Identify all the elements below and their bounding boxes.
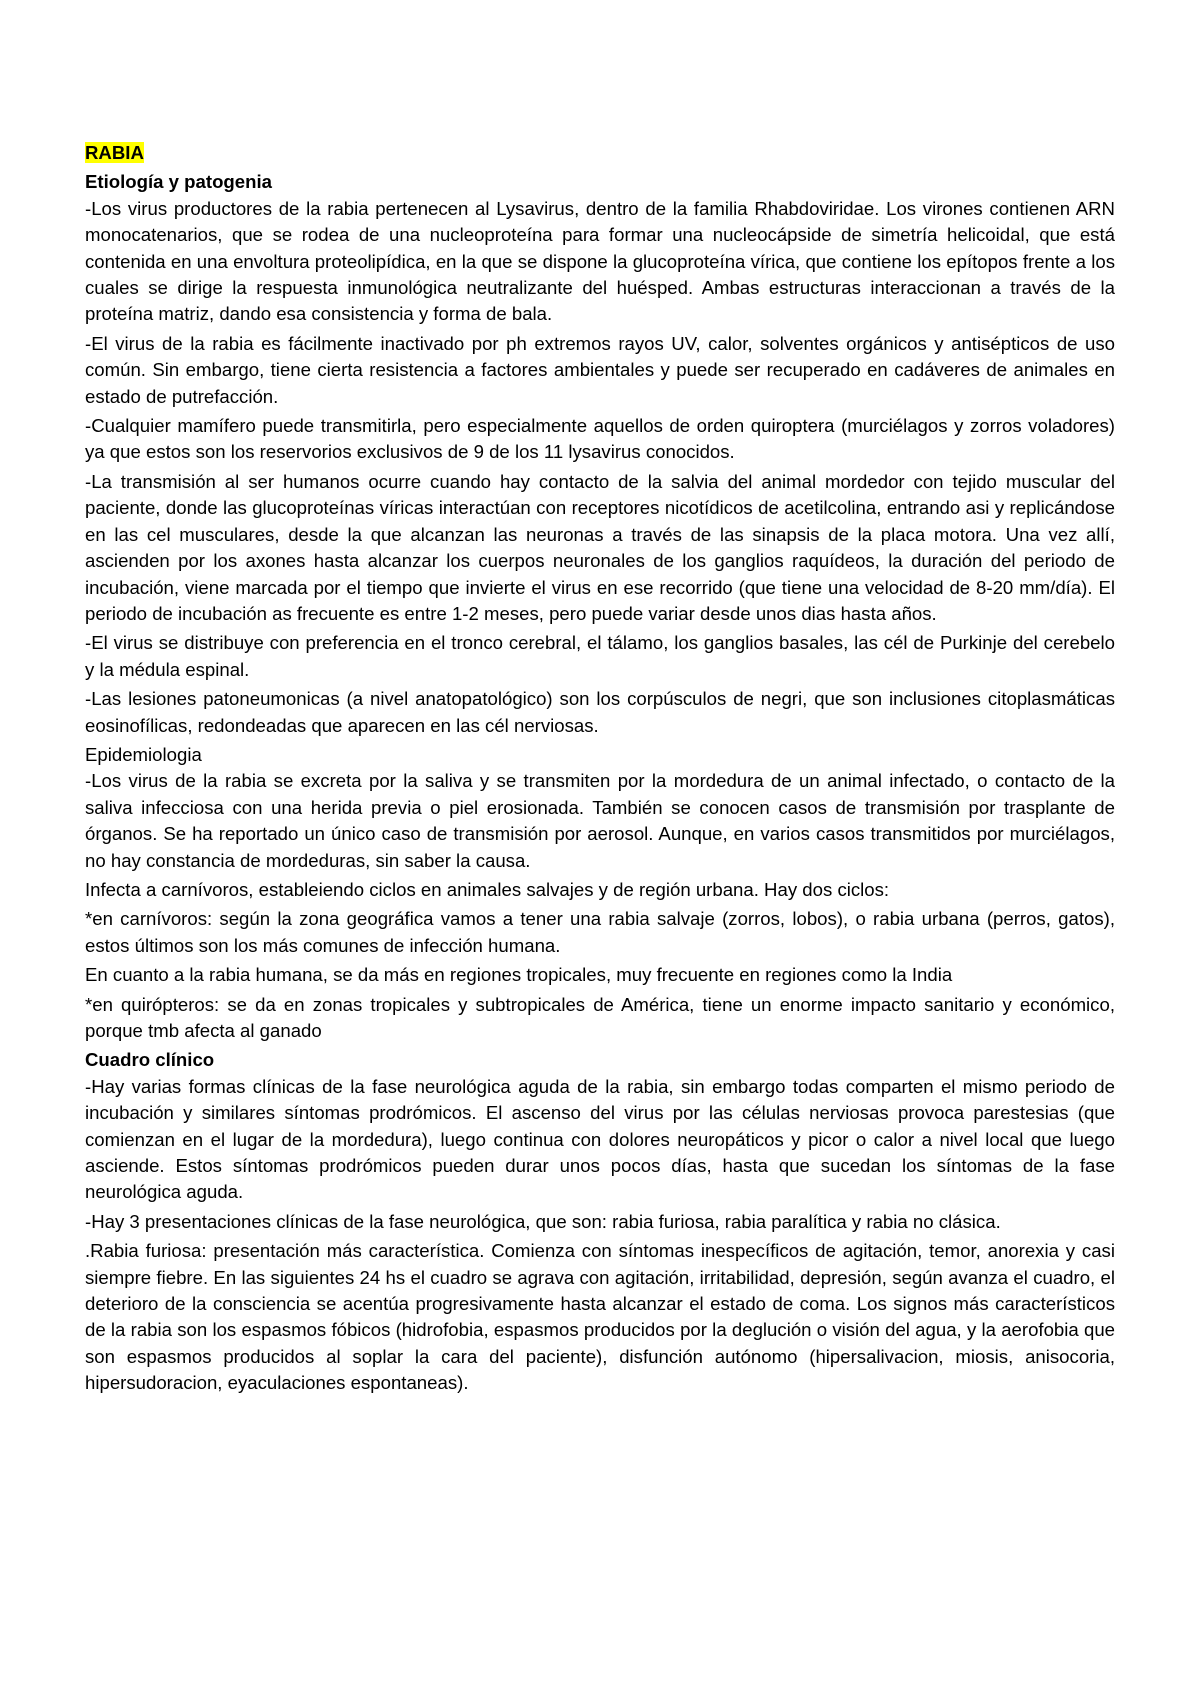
paragraph: Infecta a carnívoros, estableiendo ciclos en animales salvajes y de región urbana. Hay dos ciclos: xyxy=(85,878,890,900)
paragraph: -El virus se distribuye con preferencia en el tronco cerebral, el tálamo, los ganglios basales, las cél de Purkinje del cerebelo y la médula espinal. xyxy=(85,632,1115,680)
paragraph: -Hay varias formas clínicas de la fase neurológica aguda de la rabia, sin embargo todas comparten el mismo periodo de incubación y similares síntomas prodrómicos. El ascenso del virus por las células nerviosas provoca parestesias (que comienzan en el lugar de la mordedura), luego continua con dolores neuropáticos y picor o calor a nivel local que luego asciende. Estos síntomas prodrómicos pueden durar unos pocos días, hasta que sucedan los síntomas de la fase neurológica aguda. xyxy=(85,1075,1115,1203)
section-heading-epidemiologia: Epidemiologia xyxy=(85,743,202,765)
section-heading-cuadro-clinico: Cuadro clínico xyxy=(85,1049,215,1071)
paragraph: En cuanto a la rabia humana, se da más en regiones tropicales, muy frecuente en regiones como la India xyxy=(85,964,953,986)
paragraph: *en carnívoros: según la zona geográfica vamos a tener una rabia salvaje (zorros, lobos), o rabia urbana (perros, gatos), estos últimos son los más comunes de infección humana. xyxy=(85,908,1115,956)
paragraph: -La transmisión al ser humanos ocurre cuando hay contacto de la salvia del animal mordedor con tejido muscular del paciente, donde las glucoproteínas víricas interactúan con receptores nicotídicos de acetilcolina, entrando asi y replicándose en las cel musculares, desde la que alcanzan las neuronas a través de las sinapsis de la placa motora. Una vez allí, ascienden por los axones hasta alcanzar los cuerpos neuronales de los ganglios raquídeos, la duración del periodo de incubación, viene marcada por el tiempo que invierte el virus en ese recorrido (que tiene una velocidad de 8-20 mm/día). El periodo de incubación as frecuente es entre 1-2 meses, pero puede variar desde unos dias hasta años. xyxy=(85,470,1115,624)
document-title xyxy=(85,140,1115,166)
title-highlight: RABIA xyxy=(85,142,144,163)
document-page xyxy=(85,140,1115,1400)
paragraph: -Cualquier mamífero puede transmitirla, pero especialmente aquellos de orden quiroptera (murciélagos y zorros voladores) ya que estos son los reservorios exclusivos de 9 de los 11 lysavirus conocidos. xyxy=(85,415,1115,463)
paragraph: -Los virus de la rabia se excreta por la saliva y se transmiten por la mordedura de un animal infectado, o contacto de la saliva infecciosa con una herida previa o piel erosionada. También se conocen casos de transmisión por trasplante de órganos. Se ha reportado un único caso de transmisión por aerosol. Aunque, en varios casos transmitidos por murciélagos, no hay constancia de mordeduras, sin saber la causa. xyxy=(85,770,1115,871)
paragraph: .Rabia furiosa: presentación más característica. Comienza con síntomas inespecíficos de agitación, temor, anorexia y casi siempre fiebre. En las siguientes 24 hs el cuadro se agrava con agitación, irritabilidad, depresión, según avanza el cuadro, el deterioro de la consciencia se acentúa progresivamente hasta alcanzar el estado de coma. Los signos más característicos de la rabia son los espasmos fóbicos (hidrofobia, espasmos producidos por la deglución o visión del agua, y la aerofobia que son espasmos producidos al soplar la cara del paciente), disfunción autónomo (hipersalivacion, miosis, anisocoria, hipersudoracion, eyaculaciones espontaneas). xyxy=(85,1240,1115,1394)
paragraph: *en quirópteros: se da en zonas tropicales y subtropicales de América, tiene un enorme impacto sanitario y económico, porque tmb afecta al ganado xyxy=(85,993,1115,1041)
paragraph: -Hay 3 presentaciones clínicas de la fase neurológica, que son: rabia furiosa, rabia paralítica y rabia no clásica. xyxy=(85,1210,1001,1232)
paragraph: -Los virus productores de la rabia pertenecen al Lysavirus, dentro de la familia Rhabdoviridae. Los virones contienen ARN monocatenarios, que se rodea de una nucleoproteína para formar una nucleocápside de simetría helicoidal, que está contenida en una envoltura proteolipídica, en la que se dispone la glucoproteína vírica, que contiene los epítopos frente a los cuales se dirige la respuesta inmunológica neutralizante del huésped. Ambas estructuras interaccionan a través de la proteína matriz, dando esa consistencia y forma de bala. xyxy=(85,197,1115,325)
paragraph: -El virus de la rabia es fácilmente inactivado por ph extremos rayos UV, calor, solventes orgánicos y antisépticos de uso común. Sin embargo, tiene cierta resistencia a factores ambientales y puede ser recuperado en cadáveres de animales en estado de putrefacción. xyxy=(85,332,1115,407)
section-heading-etiologia: Etiología y patogenia xyxy=(85,171,272,193)
paragraph: -Las lesiones patoneumonicas (a nivel anatopatológico) son los corpúsculos de negri, que son inclusiones citoplasmáticas eosinofílicas, redondeadas que aparecen en las cél nerviosas. xyxy=(85,688,1115,736)
